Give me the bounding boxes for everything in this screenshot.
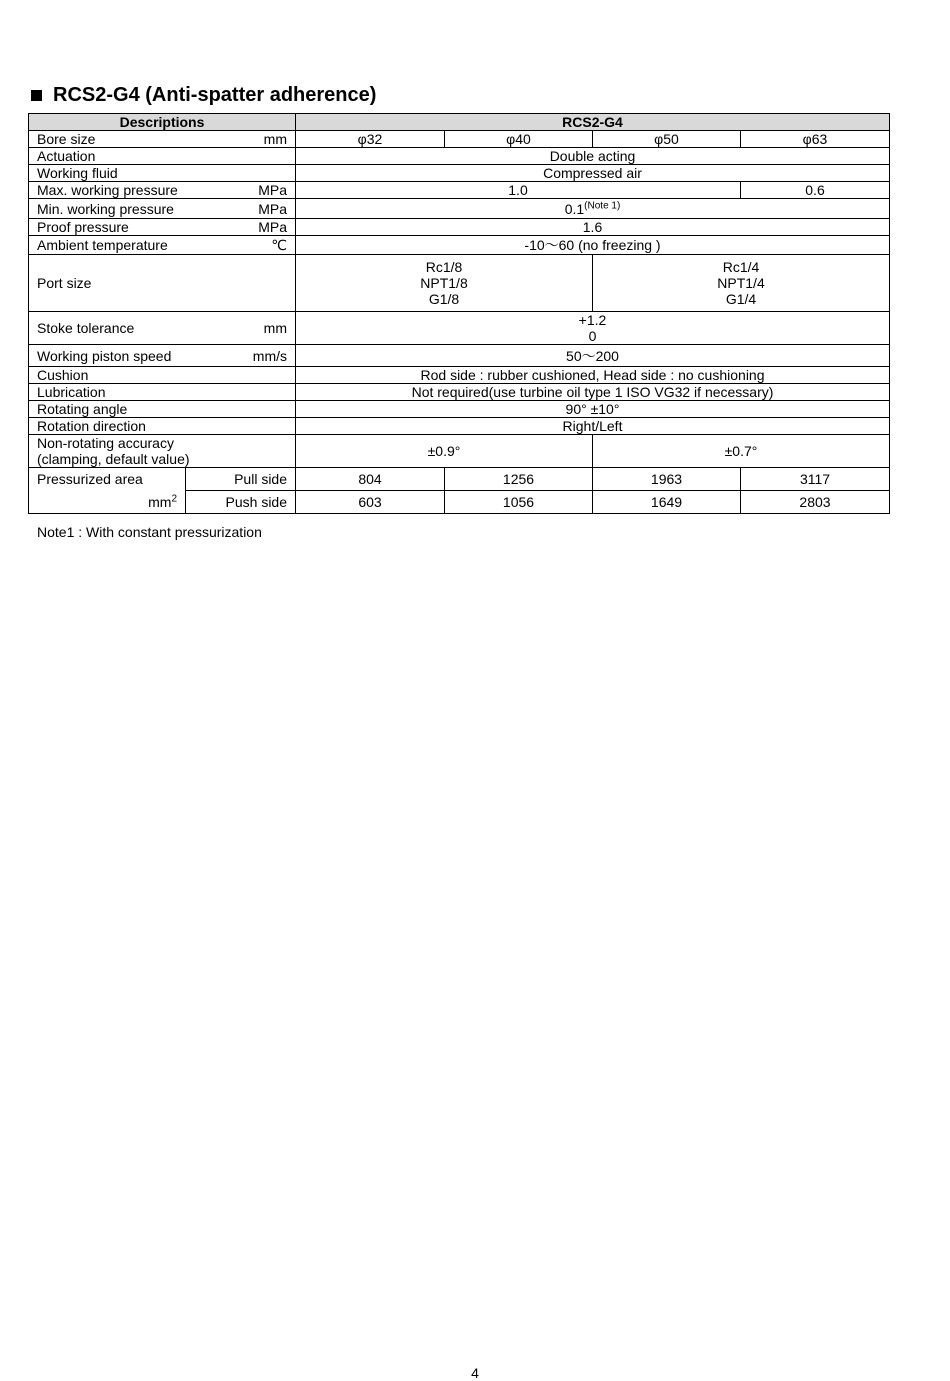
push-40: 1056 <box>445 491 593 514</box>
spec-table <box>28 113 890 514</box>
row-max-pressure <box>29 182 890 199</box>
header-row <box>29 114 890 131</box>
min-pressure-value: $0.1^{(Note 1)}$ <box>296 199 890 219</box>
cushion-value: Rod side : rubber cushioned, Head side : no cushioning <box>296 367 890 384</box>
actuation-value: Double acting <box>296 148 890 165</box>
max-pressure-value-a: 1.0 <box>296 182 741 199</box>
push-side-label: Push side <box>186 491 296 514</box>
footnote: Note1 : With constant pressurization <box>37 524 262 540</box>
header-descriptions: Descriptions <box>29 114 296 131</box>
title-text: RCS2-G4 (Anti-spatter adherence) <box>53 84 377 106</box>
port-size-large: Rc1/4 NPT1/4 G1/4 <box>593 255 890 312</box>
area-unit: $mm^2$ <box>29 491 186 514</box>
non-rotating-value-a: ±0.9° <box>296 435 593 468</box>
proof-pressure-value: 1.6 <box>296 219 890 236</box>
row-stroke-tolerance <box>29 312 890 345</box>
pull-40: 1256 <box>445 468 593 491</box>
fluid-value: Compressed air <box>296 165 890 182</box>
page-number: 4 <box>471 1365 479 1381</box>
row-bore-size <box>29 131 890 148</box>
stroke-tolerance-value: +1.2 0 <box>296 312 890 345</box>
ambient-value: -10～60 (no freezing ) <box>296 236 890 255</box>
bore-63: φ63 <box>741 131 890 148</box>
bore-40: φ40 <box>445 131 593 148</box>
speed-value: 50～200 <box>296 345 890 367</box>
row-piston-speed <box>29 345 890 367</box>
pull-32: 804 <box>296 468 445 491</box>
pull-side-label: Pull side <box>186 468 296 491</box>
row-label: Max. working pressure MPa <box>29 182 296 199</box>
note-reference: (Note 1) <box>584 199 621 211</box>
rotation-direction-value: Right/Left <box>296 418 890 435</box>
row-lubrication <box>29 384 890 401</box>
row-label: Working fluid <box>29 165 296 182</box>
row-label: Port size <box>29 255 296 312</box>
row-rotating-angle <box>29 401 890 418</box>
push-63: 2803 <box>741 491 890 514</box>
rotating-angle-value: 90° ±10° <box>296 401 890 418</box>
row-min-pressure <box>29 199 890 219</box>
row-label: Cushion <box>29 367 296 384</box>
pull-63: 3117 <box>741 468 890 491</box>
row-cushion <box>29 367 890 384</box>
row-label: Actuation <box>29 148 296 165</box>
row-label: Ambient temperature ℃ <box>29 236 296 255</box>
row-working-fluid <box>29 165 890 182</box>
port-size-small: Rc1/8 NPT1/8 G1/8 <box>296 255 593 312</box>
row-label: Min. working pressure MPa <box>29 199 296 219</box>
square-bullet-icon <box>31 90 42 101</box>
row-push-side <box>29 491 890 514</box>
row-proof-pressure <box>29 219 890 236</box>
bore-32: φ32 <box>296 131 445 148</box>
row-label: Non-rotating accuracy (clamping, default value) <box>29 435 296 468</box>
lubrication-value: Not required(use turbine oil type 1 ISO VG32 if necessary) <box>296 384 890 401</box>
section-title <box>31 84 376 107</box>
pull-50: 1963 <box>593 468 741 491</box>
row-actuation <box>29 148 890 165</box>
row-label: Rotating angle <box>29 401 296 418</box>
row-rotation-direction <box>29 418 890 435</box>
row-label: Working piston speed mm/s <box>29 345 296 367</box>
header-model: RCS2-G4 <box>296 114 890 131</box>
row-pull-side <box>29 468 890 491</box>
row-port-size <box>29 255 890 312</box>
push-50: 1649 <box>593 491 741 514</box>
push-32: 603 <box>296 491 445 514</box>
non-rotating-value-b: ±0.7° <box>593 435 890 468</box>
bore-50: φ50 <box>593 131 741 148</box>
max-pressure-value-b: 0.6 <box>741 182 890 199</box>
row-label: Proof pressure MPa <box>29 219 296 236</box>
row-label: Lubrication <box>29 384 296 401</box>
row-label: Rotation direction <box>29 418 296 435</box>
row-ambient-temperature <box>29 236 890 255</box>
row-label: Bore size mm <box>29 131 296 148</box>
row-non-rotating-accuracy <box>29 435 890 468</box>
area-label: Pressurized area <box>29 468 186 491</box>
row-label: Stoke tolerance mm <box>29 312 296 345</box>
